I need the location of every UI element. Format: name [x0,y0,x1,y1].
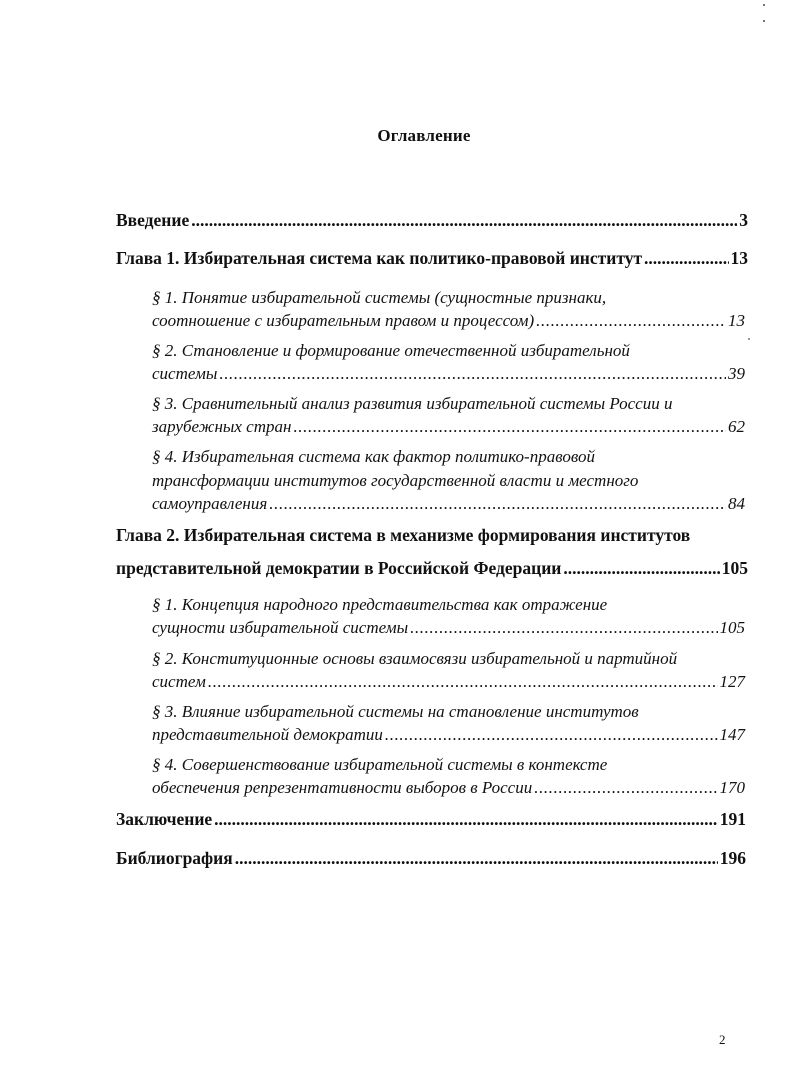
scan-speck [748,338,750,340]
toc-section-2-4[interactable] [152,777,745,799]
leader-dots [534,777,717,799]
toc-entry-label: представительной демократии [152,725,383,744]
toc-section-2-2-line1: § 2. Конституционные основы взаимосвязи избирательной и партийной [152,649,678,668]
toc-entry-page: 105 [719,618,745,637]
toc-entry-chapter2[interactable] [116,557,748,579]
toc-entry-label: обеспечения репрезентативности выборов в России [152,778,533,797]
toc-entry-label: Глава 2. Избирательная система в механизме формирования институтов [116,525,691,545]
leader-dots [191,209,737,231]
leader-dots [410,617,717,639]
leader-dots [563,557,719,579]
toc-section-2-3[interactable] [152,724,745,746]
leader-dots [208,671,718,693]
toc-section-1-4-line1: § 4. Избирательная система как фактор политико-правовой [152,447,596,466]
toc-section-1-4-line2: трансформации институтов государственной власти и местного [152,471,639,490]
toc-section-1-3[interactable] [152,416,745,438]
toc-section-1-1[interactable] [152,310,745,332]
toc-section-1-3-line1: § 3. Сравнительный анализ развития избирательной системы России и [152,394,673,413]
toc-entry-label: систем [152,672,206,691]
toc-section-1-2-line1: § 2. Становление и формирование отечественной избирательной [152,341,630,360]
toc-entry-page: 170 [719,778,745,797]
toc-entry-page: 105 [721,558,748,578]
toc-entry-label: соотношение с избирательным правом и процессом) [152,311,535,330]
leader-dots [219,363,726,385]
toc-entry-conclusion[interactable] [116,808,746,830]
leader-dots [644,247,728,269]
toc-chapter2-line1 [116,524,748,546]
toc-entry-label: Глава 1. Избирательная система как политико-правовой институт [116,248,643,268]
toc-section-2-2[interactable] [152,671,745,693]
leader-dots [214,808,718,830]
toc-section-2-3-line1: § 3. Влияние избирательной системы на становление институтов [152,702,639,721]
toc-entry-label: самоуправления [152,494,268,513]
toc-entry-page: 39 [728,364,745,383]
toc-entry-bibliography[interactable] [116,847,746,869]
leader-dots [536,310,726,332]
toc-entry-label: Введение [116,210,190,230]
toc-entry-label: Заключение [116,809,213,829]
toc-entry-page: 127 [719,672,745,691]
page-title: Оглавление [377,126,471,145]
scan-speck [763,20,765,22]
toc-entry-page: 191 [719,809,746,829]
toc-entry-intro[interactable] [116,209,748,231]
toc-section-1-2[interactable] [152,363,745,385]
toc-section-2-4-line1: § 4. Совершенствование избирательной системы в контексте [152,755,608,774]
toc-entry-label: Библиография [116,848,233,868]
toc-entry-page: 147 [719,725,745,744]
leader-dots [385,724,718,746]
toc-entry-label: представительной демократии в Российской Федерации [116,558,562,578]
toc-section-1-4[interactable] [152,493,745,515]
toc-entry-label: зарубежных стран [152,417,292,436]
toc-entry-page: 62 [728,417,745,436]
toc-entry-page: 84 [728,494,745,513]
toc-section-2-1-line1: § 1. Концепция народного представительства как отражение [152,595,608,614]
toc-entry-page: 13 [730,248,748,268]
leader-dots [293,416,726,438]
toc-section-2-1[interactable] [152,617,745,639]
toc-entry-label: системы [152,364,218,383]
scan-speck [763,4,765,6]
toc-entry-chapter1[interactable] [116,247,748,269]
toc-entry-page: 3 [739,210,748,230]
page-number: 2 [719,1032,726,1047]
toc-entry-page: 13 [728,311,745,330]
leader-dots [235,847,718,869]
leader-dots [269,493,726,515]
toc-section-1-1-line1: § 1. Понятие избирательной системы (сущностные признаки, [152,288,607,307]
toc-entry-label: сущности избирательной системы [152,618,409,637]
toc-entry-page: 196 [719,848,746,868]
